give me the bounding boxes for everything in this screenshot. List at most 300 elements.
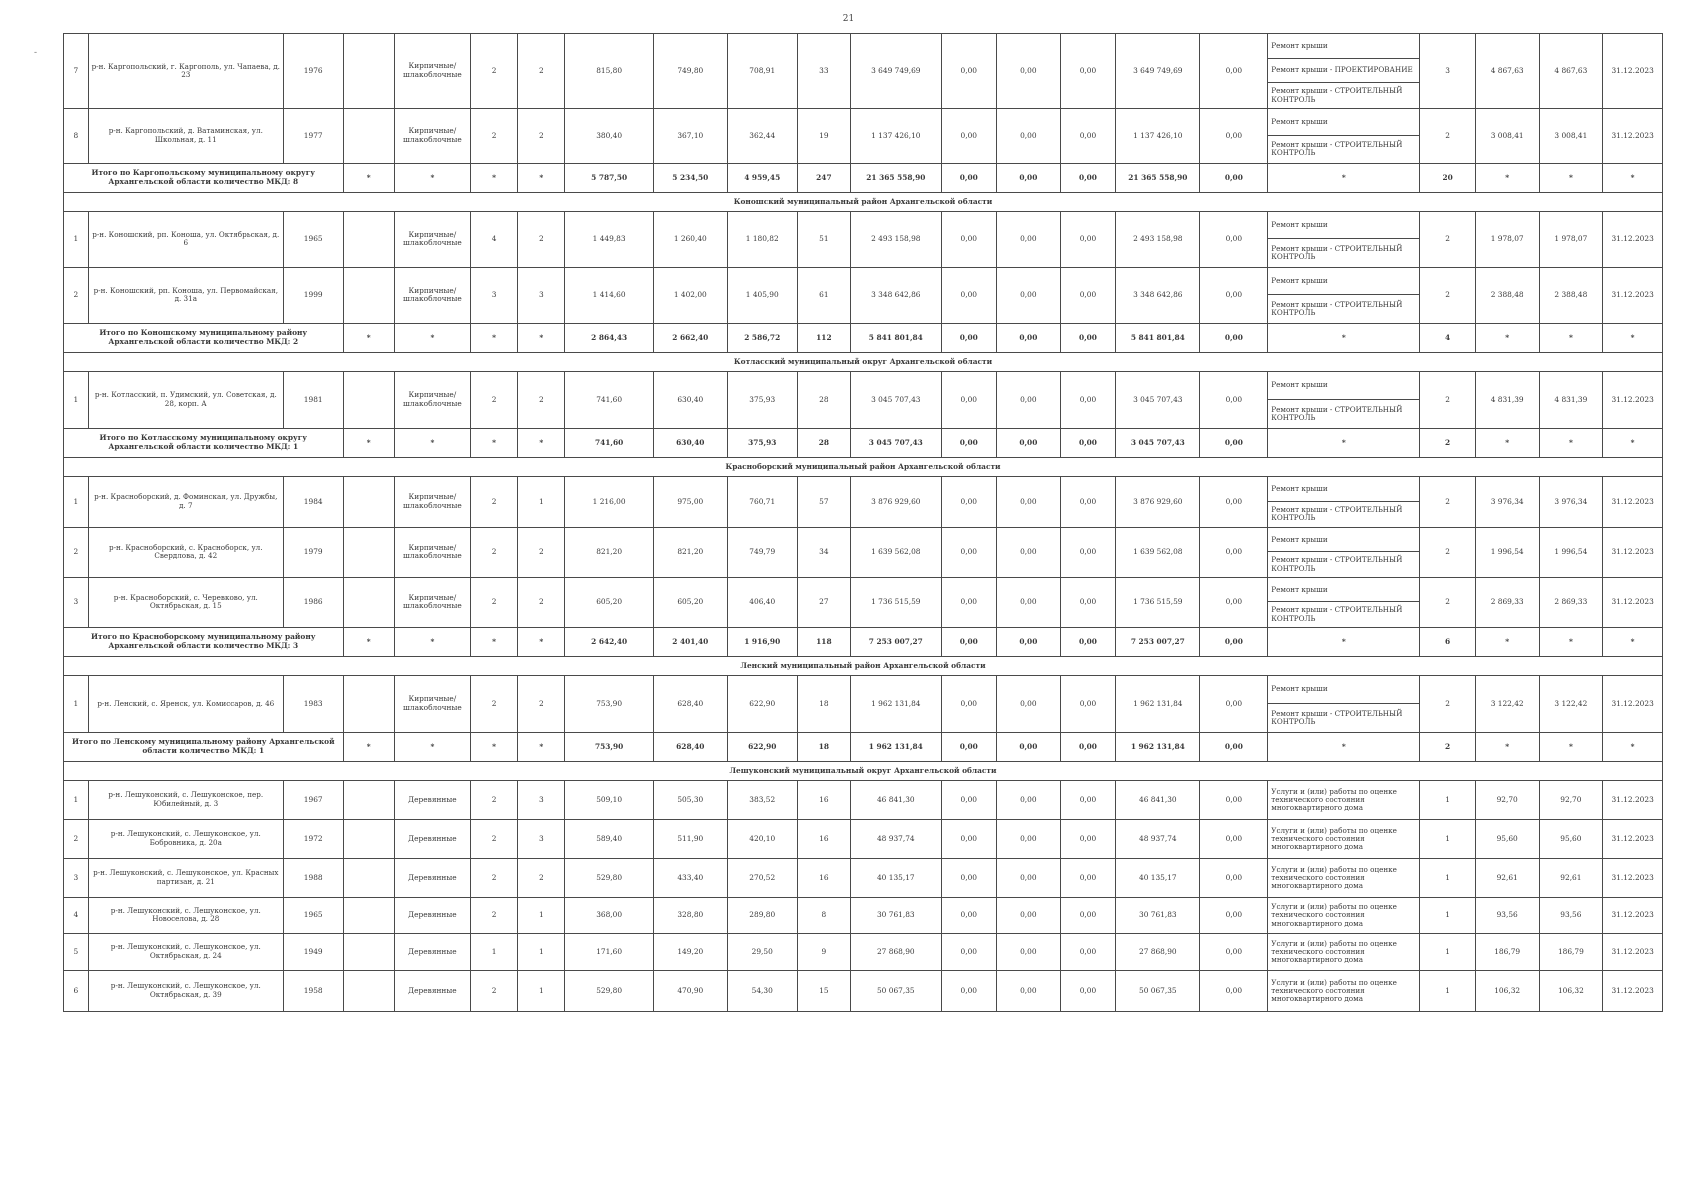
- total-label: Итого по Красноборскому муниципальному району Архангельской области количество МКД: 3: [64, 627, 344, 656]
- cell-unit-cost: 92,61: [1475, 858, 1539, 897]
- cell-fund-own: 40 135,17: [1116, 858, 1200, 897]
- total-dash: *: [1603, 163, 1663, 192]
- cell-floors: 2: [470, 858, 517, 897]
- cell-fund-obl: 0,00: [997, 933, 1061, 970]
- cell-works-count: 2: [1420, 527, 1475, 577]
- cell-fund-other: 0,00: [1200, 970, 1268, 1011]
- cell-num: 1: [64, 780, 89, 819]
- cell-num: 8: [64, 108, 89, 163]
- cell-floors: 2: [470, 34, 517, 109]
- cell-c4: [343, 211, 394, 267]
- cell-area-own: 375,93: [727, 371, 797, 428]
- cell-area-res: 470,90: [653, 970, 727, 1011]
- cell-area-total: 753,90: [565, 675, 653, 732]
- total-label: Итого по Каргопольскому муниципальному округу Архангельской области количество МКД: 8: [64, 163, 344, 192]
- total-dash: *: [1603, 323, 1663, 352]
- cell-fund-other: 0,00: [1200, 897, 1268, 933]
- cell-entrances: 3: [518, 267, 565, 323]
- total-dash: *: [1539, 428, 1603, 457]
- total-dash: *: [343, 428, 394, 457]
- cell-fund-rf: 0,00: [941, 211, 996, 267]
- cell-fund-other: 0,00: [1200, 780, 1268, 819]
- cell-unit-cost: 2 388,48: [1475, 267, 1539, 323]
- total-row: [64, 163, 1663, 192]
- total-fund-mun: 0,00: [1060, 323, 1115, 352]
- cell-fund-obl: 0,00: [997, 34, 1061, 109]
- table-row: [64, 819, 1663, 858]
- total-dash: *: [1475, 163, 1539, 192]
- total-dash: *: [1268, 163, 1420, 192]
- cell-works: [1268, 970, 1420, 1011]
- total-area-total: 753,90: [565, 732, 653, 761]
- cell-num: 1: [64, 476, 89, 527]
- cell-works: [1268, 577, 1420, 627]
- cell-works-count: 3: [1420, 34, 1475, 109]
- cell-unit-limit: 3 976,34: [1539, 476, 1603, 527]
- cell-works: [1268, 897, 1420, 933]
- cell-fund-rf: 0,00: [941, 675, 996, 732]
- cell-fund-mun: 0,00: [1060, 858, 1115, 897]
- total-cost-total: 7 253 007,27: [851, 627, 941, 656]
- cell-fund-other: 0,00: [1200, 108, 1268, 163]
- cell-cost-total: 1 962 131,84: [851, 675, 941, 732]
- work-item: Услуги и (или) работы по оценке технического состояния многоквартирного дома: [1271, 977, 1397, 1004]
- cell-works: [1268, 476, 1420, 527]
- total-row: [64, 323, 1663, 352]
- cell-area-own: 406,40: [727, 577, 797, 627]
- cell-year: 1958: [283, 970, 343, 1011]
- cell-fund-own: 2 493 158,98: [1116, 211, 1200, 267]
- section-title: Красноборский муниципальный район Архангельской области: [64, 457, 1663, 476]
- cell-fund-rf: 0,00: [941, 476, 996, 527]
- cell-area-res: 1 402,00: [653, 267, 727, 323]
- cell-c4: [343, 897, 394, 933]
- cell-year: 1988: [283, 858, 343, 897]
- cell-fund-other: 0,00: [1200, 819, 1268, 858]
- cell-fund-own: 46 841,30: [1116, 780, 1200, 819]
- cell-cost-total: 1 639 562,08: [851, 527, 941, 577]
- cell-entrances: 2: [518, 527, 565, 577]
- cell-unit-limit: 3 122,42: [1539, 675, 1603, 732]
- cell-cost-total: 3 876 929,60: [851, 476, 941, 527]
- cell-fund-obl: 0,00: [997, 577, 1061, 627]
- cell-unit-limit: 106,32: [1539, 970, 1603, 1011]
- cell-cost-total: 3 348 642,86: [851, 267, 941, 323]
- cell-residents: 57: [797, 476, 850, 527]
- cell-c4: [343, 858, 394, 897]
- cell-entrances: 2: [518, 858, 565, 897]
- cell-year: 1972: [283, 819, 343, 858]
- cell-unit-cost: 93,56: [1475, 897, 1539, 933]
- cell-entrances: 3: [518, 780, 565, 819]
- cell-residents: 28: [797, 371, 850, 428]
- cell-c4: [343, 34, 394, 109]
- cell-fund-obl: 0,00: [997, 527, 1061, 577]
- cell-area-res: 149,20: [653, 933, 727, 970]
- cell-deadline: 31.12.2023: [1603, 780, 1663, 819]
- cell-cost-total: 40 135,17: [851, 858, 941, 897]
- cell-floors: 4: [470, 211, 517, 267]
- cell-material: Кирпичные/ шлакоблочные: [394, 108, 470, 163]
- cell-area-total: 171,60: [565, 933, 653, 970]
- cell-material: Кирпичные/ шлакоблочные: [394, 675, 470, 732]
- cell-fund-mun: 0,00: [1060, 780, 1115, 819]
- cell-unit-limit: 1 996,54: [1539, 527, 1603, 577]
- total-cost-total: 21 365 558,90: [851, 163, 941, 192]
- cell-area-own: 622,90: [727, 675, 797, 732]
- cell-area-res: 605,20: [653, 577, 727, 627]
- cell-residents: 16: [797, 780, 850, 819]
- cell-address: р-н. Каргопольский, г. Каргополь, ул. Чапаева, д. 23: [88, 34, 283, 109]
- cell-unit-cost: 4 831,39: [1475, 371, 1539, 428]
- table-row: [64, 34, 1663, 109]
- cell-area-res: 630,40: [653, 371, 727, 428]
- cell-fund-own: 48 937,74: [1116, 819, 1200, 858]
- cell-address: р-н. Лешуконский, с. Лешуконское, ул. Бобровника, д. 20а: [88, 819, 283, 858]
- total-residents: 18: [797, 732, 850, 761]
- cell-residents: 27: [797, 577, 850, 627]
- total-dash: *: [394, 323, 470, 352]
- table-row: [64, 858, 1663, 897]
- cell-material: Кирпичные/ шлакоблочные: [394, 267, 470, 323]
- total-label: Итого по Котласскому муниципальному округу Архангельской области количество МКД: 1: [64, 428, 344, 457]
- total-fund-rf: 0,00: [941, 732, 996, 761]
- cell-area-own: 383,52: [727, 780, 797, 819]
- repair-program-table: [63, 33, 1663, 1012]
- cell-floors: 2: [470, 476, 517, 527]
- cell-material: Кирпичные/ шлакоблочные: [394, 371, 470, 428]
- total-dash: *: [1475, 627, 1539, 656]
- cell-fund-own: 3 649 749,69: [1116, 34, 1200, 109]
- cell-area-own: 749,79: [727, 527, 797, 577]
- total-dash: *: [1475, 323, 1539, 352]
- total-area-total: 741,60: [565, 428, 653, 457]
- cell-works-count: 2: [1420, 675, 1475, 732]
- cell-fund-mun: 0,00: [1060, 267, 1115, 323]
- cell-fund-other: 0,00: [1200, 211, 1268, 267]
- total-dash: *: [1475, 732, 1539, 761]
- cell-num: 3: [64, 577, 89, 627]
- cell-residents: 19: [797, 108, 850, 163]
- total-fund-own: 5 841 801,84: [1116, 323, 1200, 352]
- cell-c4: [343, 780, 394, 819]
- cell-floors: 2: [470, 675, 517, 732]
- cell-year: 1965: [283, 211, 343, 267]
- cell-fund-mun: 0,00: [1060, 476, 1115, 527]
- total-area-total: 5 787,50: [565, 163, 653, 192]
- cell-fund-rf: 0,00: [941, 819, 996, 858]
- total-area-total: 2 642,40: [565, 627, 653, 656]
- cell-address: р-н. Лешуконский, с. Лешуконское, пер. Юбилейный, д. 3: [88, 780, 283, 819]
- cell-fund-other: 0,00: [1200, 858, 1268, 897]
- total-fund-obl: 0,00: [997, 428, 1061, 457]
- cell-residents: 61: [797, 267, 850, 323]
- cell-works: [1268, 675, 1420, 732]
- cell-fund-rf: 0,00: [941, 527, 996, 577]
- cell-area-own: 708,91: [727, 34, 797, 109]
- work-item: Услуги и (или) работы по оценке технического состояния многоквартирного дома: [1271, 786, 1397, 813]
- table-row: [64, 527, 1663, 577]
- page-number: 21: [842, 14, 855, 24]
- cell-entrances: 2: [518, 108, 565, 163]
- cell-deadline: 31.12.2023: [1603, 675, 1663, 732]
- table-row: [64, 780, 1663, 819]
- work-item: Услуги и (или) работы по оценке технического состояния многоквартирного дома: [1271, 825, 1397, 852]
- cell-fund-mun: 0,00: [1060, 675, 1115, 732]
- margin-mark: -: [34, 48, 38, 58]
- total-dash: *: [343, 323, 394, 352]
- total-dash: *: [470, 163, 517, 192]
- work-item: Ремонт крыши: [1268, 477, 1419, 502]
- cell-fund-own: 1 137 426,10: [1116, 108, 1200, 163]
- cell-fund-rf: 0,00: [941, 933, 996, 970]
- cell-works-count: 1: [1420, 933, 1475, 970]
- total-row: [64, 732, 1663, 761]
- cell-c4: [343, 577, 394, 627]
- cell-works: [1268, 819, 1420, 858]
- cell-area-res: 367,10: [653, 108, 727, 163]
- cell-c4: [343, 267, 394, 323]
- cell-deadline: 31.12.2023: [1603, 371, 1663, 428]
- cell-area-total: 605,20: [565, 577, 653, 627]
- cell-works: [1268, 527, 1420, 577]
- table-row: [64, 675, 1663, 732]
- cell-address: р-н. Коношский, рп. Коноша, ул. Октябрьская, д. 6: [88, 211, 283, 267]
- cell-fund-own: 50 067,35: [1116, 970, 1200, 1011]
- cell-unit-cost: 4 867,63: [1475, 34, 1539, 109]
- total-dash: *: [518, 323, 565, 352]
- cell-area-res: 821,20: [653, 527, 727, 577]
- table-row: [64, 933, 1663, 970]
- section-title: Котласский муниципальный округ Архангельской области: [64, 352, 1663, 371]
- cell-cost-total: 1 736 515,59: [851, 577, 941, 627]
- cell-works: [1268, 933, 1420, 970]
- cell-fund-mun: 0,00: [1060, 970, 1115, 1011]
- cell-area-total: 1 216,00: [565, 476, 653, 527]
- cell-area-res: 975,00: [653, 476, 727, 527]
- cell-address: р-н. Лешуконский, с. Лешуконское, ул. Октябрьская, д. 39: [88, 970, 283, 1011]
- section-title: Коношский муниципальный район Архангельской области: [64, 192, 1663, 211]
- cell-works: [1268, 211, 1420, 267]
- work-item: Ремонт крыши - СТРОИТЕЛЬНЫЙ КОНТРОЛЬ: [1271, 243, 1403, 262]
- cell-residents: 33: [797, 34, 850, 109]
- cell-area-res: 628,40: [653, 675, 727, 732]
- work-item: Услуги и (или) работы по оценке технического состояния многоквартирного дома: [1271, 938, 1397, 965]
- total-area-total: 2 864,43: [565, 323, 653, 352]
- work-item: Ремонт крыши: [1268, 268, 1419, 296]
- cell-material: Кирпичные/ шлакоблочные: [394, 577, 470, 627]
- cell-fund-mun: 0,00: [1060, 933, 1115, 970]
- cell-c4: [343, 527, 394, 577]
- cell-deadline: 31.12.2023: [1603, 933, 1663, 970]
- cell-fund-own: 1 736 515,59: [1116, 577, 1200, 627]
- cell-unit-limit: 3 008,41: [1539, 108, 1603, 163]
- cell-deadline: 31.12.2023: [1603, 527, 1663, 577]
- total-area-res: 2 401,40: [653, 627, 727, 656]
- cell-entrances: 2: [518, 211, 565, 267]
- cell-residents: 18: [797, 675, 850, 732]
- work-item: Ремонт крыши - СТРОИТЕЛЬНЫЙ КОНТРОЛЬ: [1271, 86, 1403, 104]
- total-works-count: 2: [1420, 428, 1475, 457]
- cell-fund-rf: 0,00: [941, 267, 996, 323]
- cell-area-total: 815,80: [565, 34, 653, 109]
- cell-num: 2: [64, 527, 89, 577]
- total-cost-total: 1 962 131,84: [851, 732, 941, 761]
- cell-deadline: 31.12.2023: [1603, 897, 1663, 933]
- cell-address: р-н. Красноборский, с. Черевково, ул. Октябрьская, д. 15: [88, 577, 283, 627]
- cell-unit-limit: 92,61: [1539, 858, 1603, 897]
- cell-floors: 2: [470, 970, 517, 1011]
- cell-year: 1967: [283, 780, 343, 819]
- cell-address: р-н. Котласский, п. Удимский, ул. Советская, д. 28, корп. А: [88, 371, 283, 428]
- cell-fund-obl: 0,00: [997, 970, 1061, 1011]
- cell-fund-own: 1 639 562,08: [1116, 527, 1200, 577]
- cell-deadline: 31.12.2023: [1603, 858, 1663, 897]
- total-fund-own: 21 365 558,90: [1116, 163, 1200, 192]
- total-fund-other: 0,00: [1200, 428, 1268, 457]
- cell-address: р-н. Коношский, рп. Коноша, ул. Первомайская, д. 31а: [88, 267, 283, 323]
- work-item: Ремонт крыши - ПРОЕКТИРОВАНИЕ: [1268, 59, 1419, 84]
- table-row: [64, 577, 1663, 627]
- cell-fund-rf: 0,00: [941, 577, 996, 627]
- total-cost-total: 5 841 801,84: [851, 323, 941, 352]
- cell-area-own: 420,10: [727, 819, 797, 858]
- cell-material: Кирпичные/ шлакоблочные: [394, 34, 470, 109]
- cell-num: 3: [64, 858, 89, 897]
- cell-residents: 16: [797, 819, 850, 858]
- cell-deadline: 31.12.2023: [1603, 577, 1663, 627]
- table-row: [64, 267, 1663, 323]
- cell-material: Кирпичные/ шлакоблочные: [394, 527, 470, 577]
- cell-num: 5: [64, 933, 89, 970]
- cell-residents: 9: [797, 933, 850, 970]
- cell-floors: 1: [470, 933, 517, 970]
- cell-c4: [343, 108, 394, 163]
- work-item: Услуги и (или) работы по оценке технического состояния многоквартирного дома: [1271, 864, 1397, 891]
- total-fund-rf: 0,00: [941, 323, 996, 352]
- cell-unit-limit: 2 388,48: [1539, 267, 1603, 323]
- cell-c4: [343, 970, 394, 1011]
- cell-deadline: 31.12.2023: [1603, 211, 1663, 267]
- cell-residents: 34: [797, 527, 850, 577]
- cell-fund-obl: 0,00: [997, 675, 1061, 732]
- cell-address: р-н. Лешуконский, с. Лешуконское, ул. Новоселова, д. 28: [88, 897, 283, 933]
- cell-area-total: 1 449,83: [565, 211, 653, 267]
- total-dash: *: [1539, 732, 1603, 761]
- cell-works-count: 2: [1420, 476, 1475, 527]
- total-dash: *: [1268, 323, 1420, 352]
- total-works-count: 20: [1420, 163, 1475, 192]
- total-area-own: 622,90: [727, 732, 797, 761]
- cell-deadline: 31.12.2023: [1603, 819, 1663, 858]
- cell-year: 1983: [283, 675, 343, 732]
- total-row: [64, 428, 1663, 457]
- total-dash: *: [1268, 732, 1420, 761]
- cell-area-res: 1 260,40: [653, 211, 727, 267]
- total-cost-total: 3 045 707,43: [851, 428, 941, 457]
- cell-fund-mun: 0,00: [1060, 819, 1115, 858]
- total-fund-rf: 0,00: [941, 428, 996, 457]
- total-dash: *: [1539, 627, 1603, 656]
- cell-deadline: 31.12.2023: [1603, 970, 1663, 1011]
- total-dash: *: [1603, 732, 1663, 761]
- total-residents: 28: [797, 428, 850, 457]
- cell-fund-other: 0,00: [1200, 267, 1268, 323]
- cell-fund-rf: 0,00: [941, 371, 996, 428]
- cell-deadline: 31.12.2023: [1603, 34, 1663, 109]
- work-item: Ремонт крыши - СТРОИТЕЛЬНЫЙ КОНТРОЛЬ: [1271, 555, 1403, 573]
- total-area-res: 5 234,50: [653, 163, 727, 192]
- cell-material: Деревянные: [394, 933, 470, 970]
- cell-fund-obl: 0,00: [997, 897, 1061, 933]
- total-fund-mun: 0,00: [1060, 428, 1115, 457]
- table-row: [64, 108, 1663, 163]
- cell-material: Деревянные: [394, 970, 470, 1011]
- work-item: Ремонт крыши: [1268, 528, 1419, 553]
- cell-fund-other: 0,00: [1200, 933, 1268, 970]
- cell-floors: 2: [470, 819, 517, 858]
- cell-fund-mun: 0,00: [1060, 527, 1115, 577]
- cell-fund-other: 0,00: [1200, 675, 1268, 732]
- cell-unit-cost: 106,32: [1475, 970, 1539, 1011]
- cell-unit-cost: 2 869,33: [1475, 577, 1539, 627]
- cell-area-res: 511,90: [653, 819, 727, 858]
- work-item: Ремонт крыши: [1268, 212, 1419, 240]
- cell-address: р-н. Лешуконский, с. Лешуконское, ул. Октябрьская, д. 24: [88, 933, 283, 970]
- total-fund-mun: 0,00: [1060, 163, 1115, 192]
- cell-works-count: 2: [1420, 577, 1475, 627]
- cell-works: [1268, 371, 1420, 428]
- cell-fund-rf: 0,00: [941, 897, 996, 933]
- cell-fund-mun: 0,00: [1060, 371, 1115, 428]
- cell-floors: 2: [470, 527, 517, 577]
- cell-entrances: 1: [518, 476, 565, 527]
- cell-area-own: 270,52: [727, 858, 797, 897]
- cell-num: 2: [64, 267, 89, 323]
- cell-entrances: 3: [518, 819, 565, 858]
- cell-num: 1: [64, 371, 89, 428]
- work-item: Ремонт крыши - СТРОИТЕЛЬНЫЙ КОНТРОЛЬ: [1271, 505, 1403, 523]
- cell-fund-mun: 0,00: [1060, 577, 1115, 627]
- cell-unit-limit: 186,79: [1539, 933, 1603, 970]
- total-area-own: 2 586,72: [727, 323, 797, 352]
- cell-num: 7: [64, 34, 89, 109]
- cell-num: 2: [64, 819, 89, 858]
- total-dash: *: [1539, 163, 1603, 192]
- total-dash: *: [343, 163, 394, 192]
- cell-address: р-н. Красноборский, с. Красноборск, ул. Свердлова, д. 42: [88, 527, 283, 577]
- cell-works: [1268, 108, 1420, 163]
- work-item: Ремонт крыши - СТРОИТЕЛЬНЫЙ КОНТРОЛЬ: [1271, 708, 1403, 726]
- cell-area-total: 1 414,60: [565, 267, 653, 323]
- cell-address: р-н. Каргопольский, д. Ватаминская, ул. Школьная, д. 11: [88, 108, 283, 163]
- cell-works: [1268, 858, 1420, 897]
- cell-address: р-н. Лешуконский, с. Лешуконское, ул. Красных партизан, д. 21: [88, 858, 283, 897]
- total-dash: *: [1603, 428, 1663, 457]
- cell-fund-obl: 0,00: [997, 211, 1061, 267]
- cell-year: 1977: [283, 108, 343, 163]
- cell-fund-obl: 0,00: [997, 371, 1061, 428]
- cell-works: [1268, 34, 1420, 109]
- cell-fund-own: 27 868,90: [1116, 933, 1200, 970]
- table-row: [64, 970, 1663, 1011]
- cell-cost-total: 46 841,30: [851, 780, 941, 819]
- cell-area-own: 760,71: [727, 476, 797, 527]
- cell-residents: 8: [797, 897, 850, 933]
- total-dash: *: [1268, 627, 1420, 656]
- cell-fund-rf: 0,00: [941, 780, 996, 819]
- total-dash: *: [394, 732, 470, 761]
